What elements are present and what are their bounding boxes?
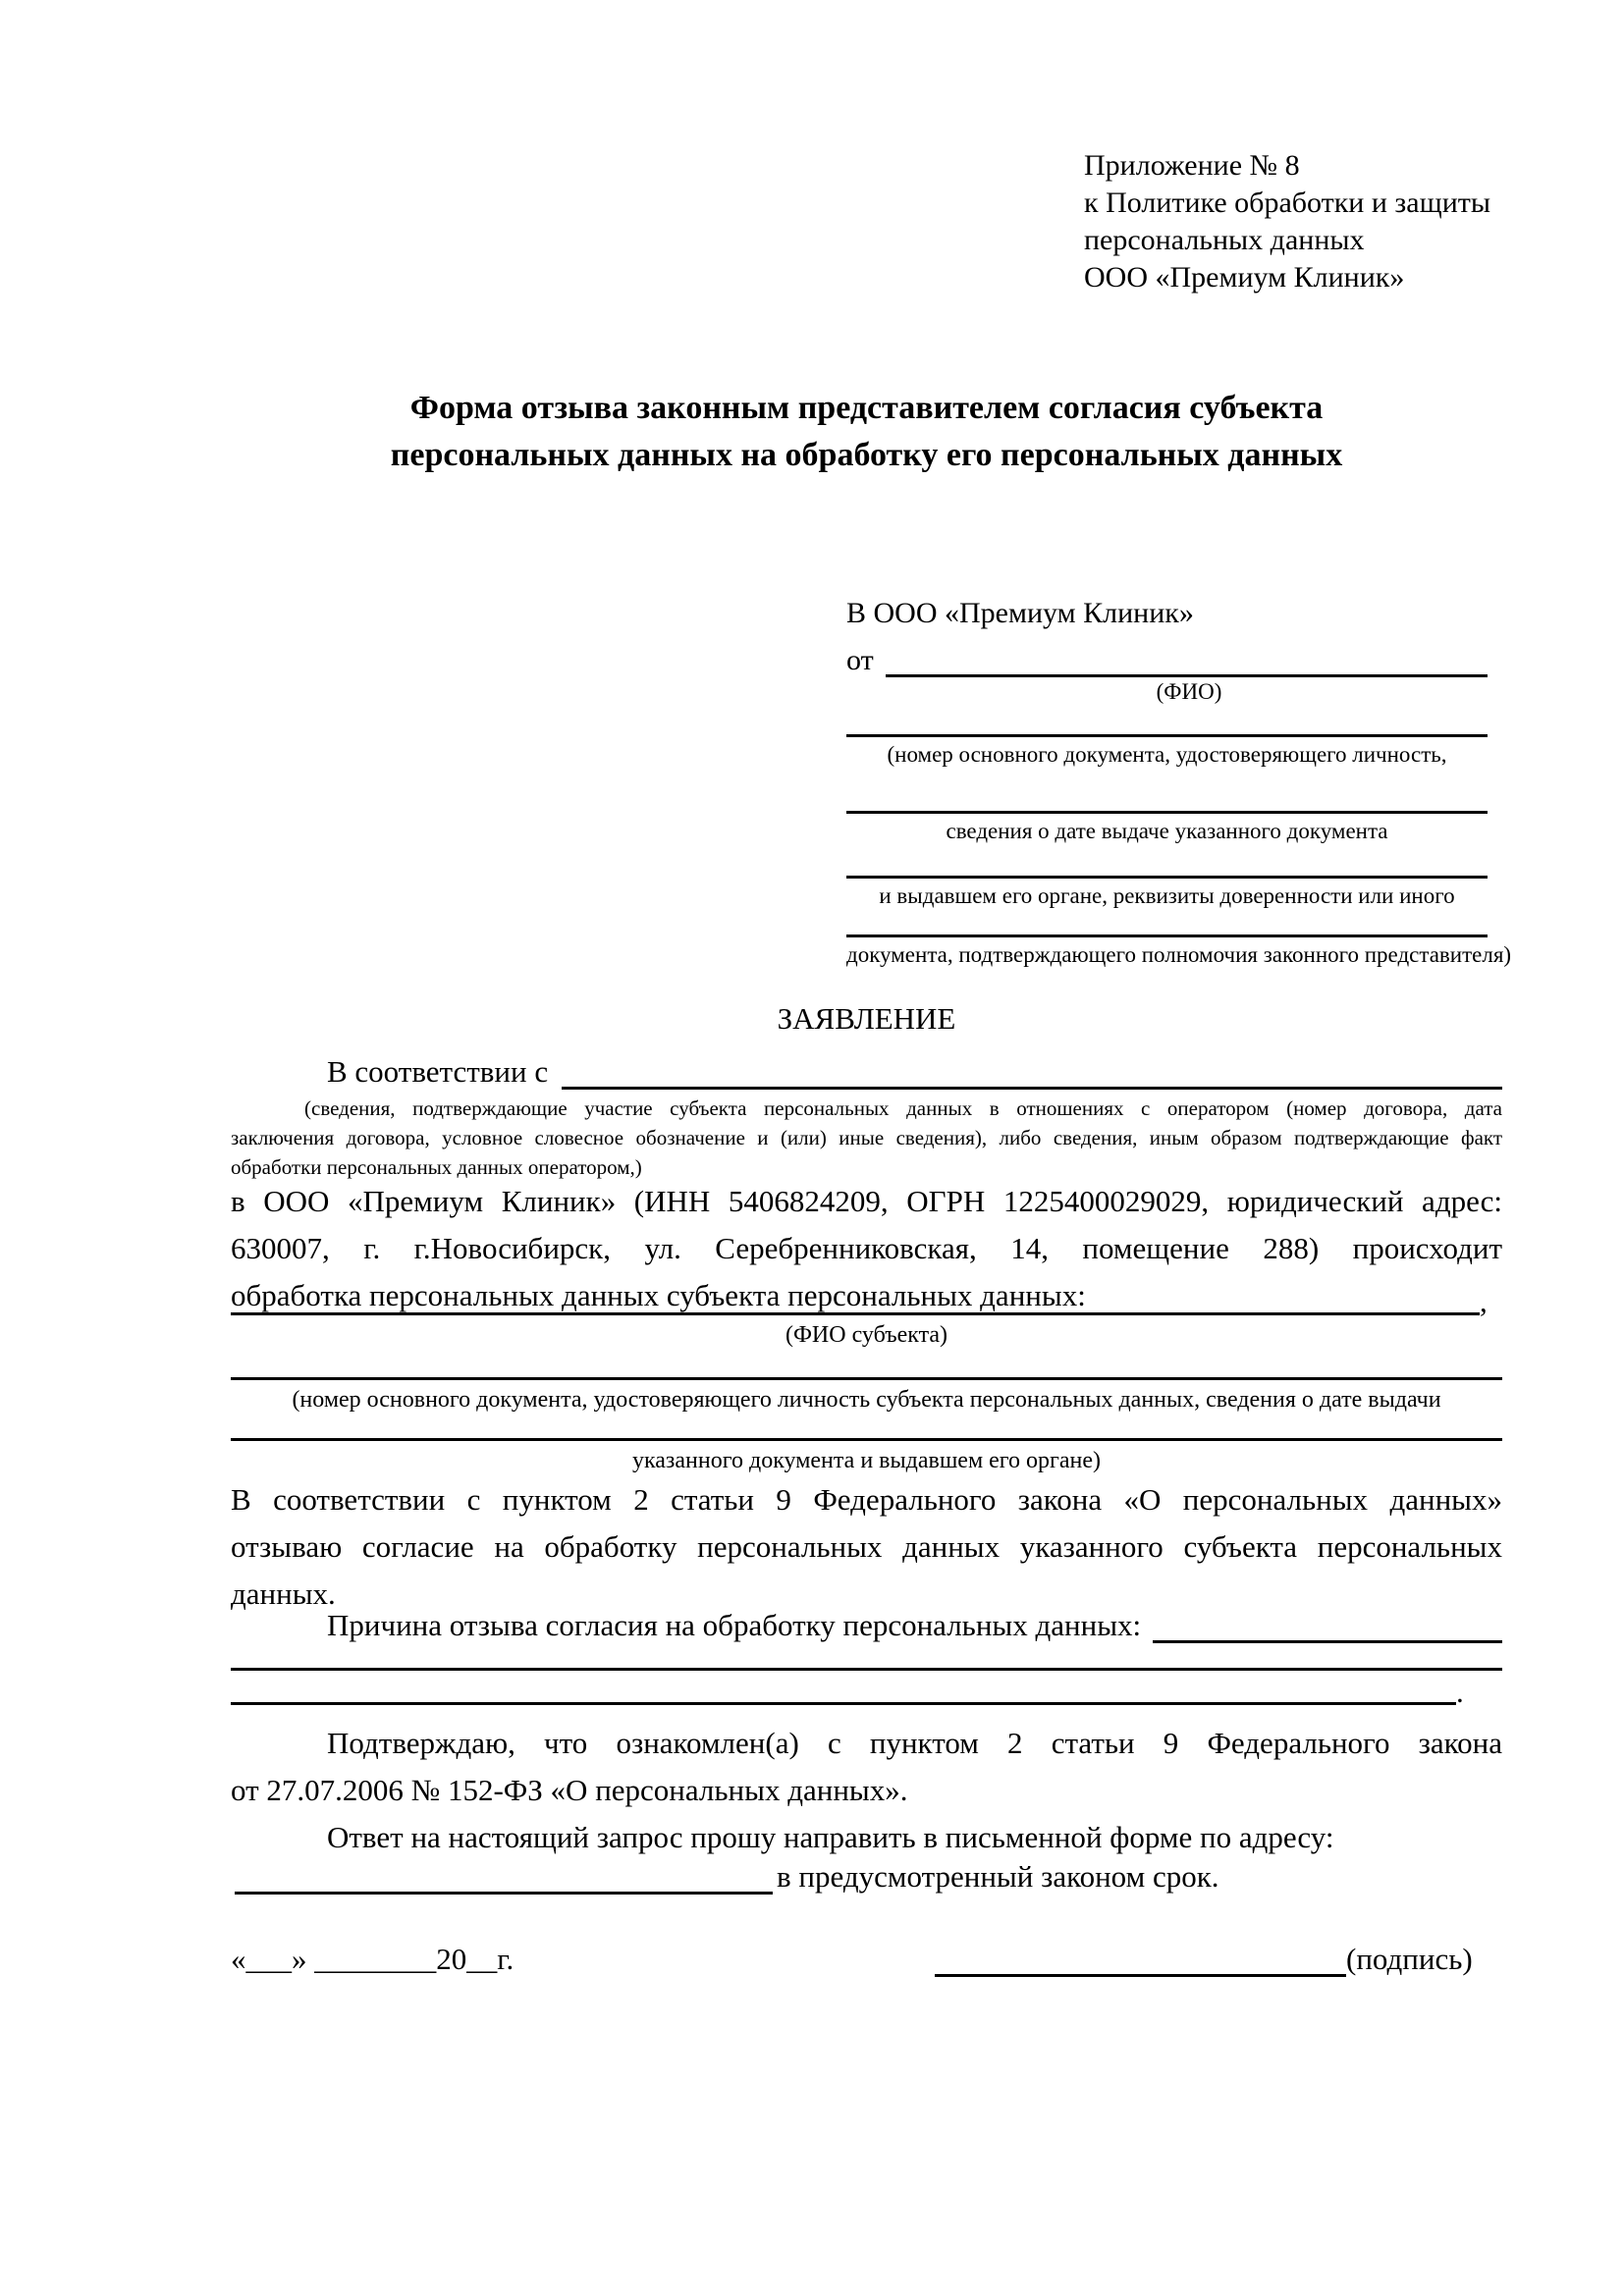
appendix-note-line: Приложение № 8	[1084, 149, 1300, 182]
from-fio-blank-line[interactable]	[886, 638, 1488, 677]
representative-doc-caption-3: и выдавшем его органе, реквизиты доверенности или иного	[879, 883, 1455, 908]
subject-organ-caption: указанного документа и выдавшем его органе)	[631, 1448, 1102, 1473]
representative-doc-blank-line-2[interactable]	[846, 770, 1488, 814]
reply-request-line: Ответ на настоящий запрос прошу направить в письменной форме по адресу:	[327, 1820, 1334, 1854]
reason-extra-row	[231, 1675, 1502, 1709]
representative-doc-caption-2: сведения о дате выдаче указанного документа	[946, 819, 1388, 843]
representative-doc-blank-line-3[interactable]	[846, 846, 1488, 879]
statement-heading: ЗАЯВЛЕНИЕ	[777, 1001, 956, 1036]
representative-doc-blank-line-4[interactable]	[846, 911, 1488, 937]
date-line[interactable]: «___» ________20__г.	[231, 1942, 514, 1976]
withdrawal-paragraph-line: отзываю согласие на обработку персональных данных указанного субъекта персональных	[231, 1529, 1502, 1564]
accordance-note	[231, 1094, 1502, 1182]
subject-doc-caption: (номер основного документа, удостоверяющего личность субъекта персональных данных, сведения о дате выдачи	[292, 1387, 1441, 1413]
subject-organ-blank-line[interactable]	[231, 1414, 1502, 1441]
comma: ,	[1480, 1284, 1488, 1318]
addressee-to: В ООО «Премиум Клиник»	[846, 597, 1194, 629]
confirmation-paragraph	[231, 1720, 1502, 1814]
reason-extra-blank-line-1[interactable]	[231, 1645, 1502, 1671]
accordance-note-line: (сведения, подтверждающие участие субъекта персональных данных в отношениях с оператором (номер договора, дата	[304, 1096, 1502, 1120]
reply-suffix: в предусмотренный законом срок.	[777, 1859, 1219, 1894]
withdrawal-paragraph-line: В соответствии с пунктом 2 статьи 9 Федерального закона «О персональных данных»	[231, 1482, 1502, 1517]
accordance-note-line: обработки персональных данных оператором,)	[231, 1155, 642, 1179]
document-title	[231, 385, 1502, 479]
subject-doc-blank-line[interactable]	[231, 1353, 1502, 1380]
from-label: от	[846, 644, 874, 676]
operator-paragraph-line: в ООО «Премиум Клиник» (ИНН 5406824209, ОГРН 1225400029029, юридический адрес:	[231, 1184, 1502, 1218]
withdrawal-paragraph-line: данных.	[231, 1576, 336, 1611]
appendix-note-line: персональных данных	[1084, 224, 1365, 256]
operator-paragraph-line: обработка персональных данных субъекта персональных данных:	[231, 1278, 1086, 1312]
reason-extra-blank-line-2[interactable]	[231, 1680, 1456, 1705]
subject-fio-row	[231, 1284, 1502, 1318]
representative-doc-caption-1: (номер основного документа, удостоверяющего личность,	[887, 742, 1447, 767]
subject-fio-caption: (ФИО субъекта)	[785, 1322, 948, 1348]
withdrawal-paragraph	[231, 1476, 1502, 1618]
representative-doc-caption-4: документа, подтверждающего полномочия законного представителя)	[846, 942, 1512, 967]
addressee-block	[846, 597, 1512, 970]
appendix-note-line: ООО «Премиум Клиник»	[1084, 261, 1405, 294]
operator-paragraph-line: 630007, г. г.Новосибирск, ул. Серебренниковская, 14, помещение 288) происходит	[231, 1231, 1502, 1265]
accordance-line	[231, 1048, 1502, 1090]
fio-caption: (ФИО)	[1156, 679, 1222, 704]
reply-address-blank-line[interactable]	[235, 1861, 773, 1895]
reason-line	[231, 1604, 1502, 1643]
accordance-note-line: заключения договора, условное словесное обозначение и (или) иные сведения), либо сведения, иным образом подтверждающие факт	[231, 1126, 1502, 1149]
representative-doc-blank-line-1[interactable]	[846, 707, 1488, 737]
appendix-note-line: к Политике обработки и защиты	[1084, 187, 1491, 219]
addressee-from-row	[846, 638, 1488, 677]
accordance-blank-line[interactable]	[562, 1048, 1502, 1090]
footer-row	[231, 1942, 1502, 1977]
period: .	[1456, 1675, 1464, 1709]
document-title-line: Форма отзыва законным представителем согласия субъекта	[409, 390, 1324, 426]
confirmation-paragraph-line: Подтверждаю, что ознакомлен(а) с пунктом 2 статьи 9 Федерального закона	[327, 1726, 1502, 1760]
appendix-note	[1084, 147, 1490, 296]
accordance-prefix: В соответствии с	[327, 1054, 549, 1089]
confirmation-paragraph-line: от 27.07.2006 № 152-ФЗ «О персональных данных».	[231, 1773, 908, 1807]
reason-label: Причина отзыва согласия на обработку персональных данных:	[327, 1608, 1142, 1642]
signature-blank-line[interactable]	[935, 1944, 1346, 1977]
document-title-line: персональных данных на обработку его персональных данных	[390, 437, 1343, 473]
reply-address-row	[231, 1861, 1502, 1895]
reason-blank-line[interactable]	[1153, 1604, 1502, 1643]
signature-caption: (подпись)	[1346, 1942, 1473, 1976]
subject-fio-blank-line[interactable]	[231, 1288, 1480, 1315]
signature-group	[935, 1942, 1473, 1977]
